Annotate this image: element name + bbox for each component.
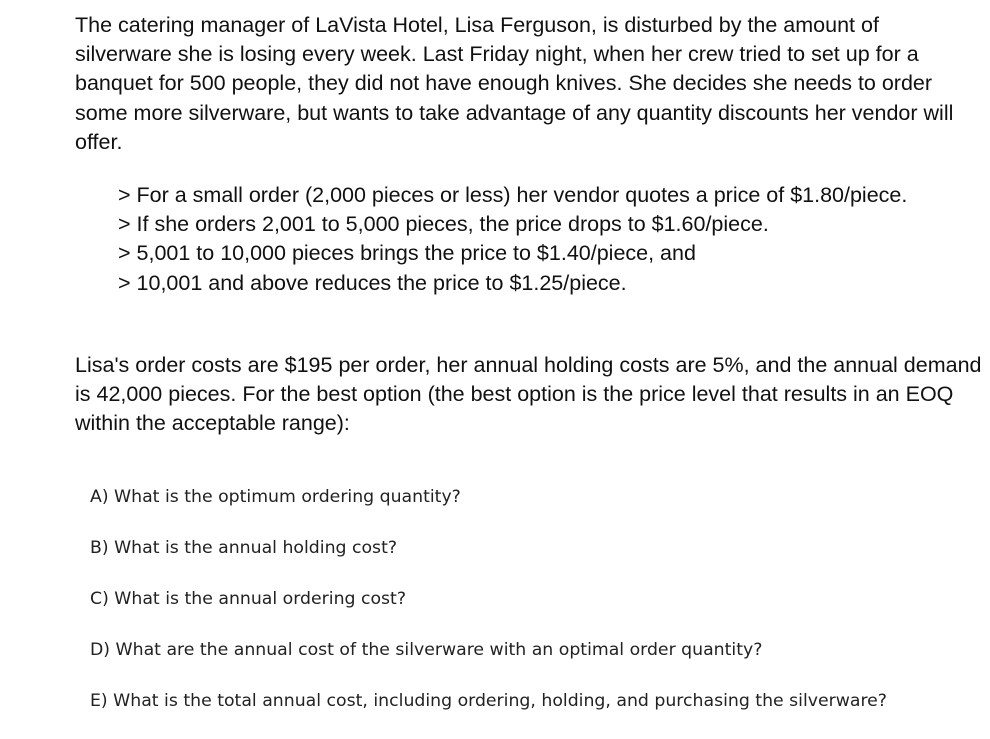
question-d: D) What are the annual cost of the silverware with an optimal order quantity? bbox=[90, 640, 763, 660]
price-break-item: > 5,001 to 10,000 pieces brings the price to $1.40/piece, and bbox=[118, 241, 696, 266]
price-break-item: > If she orders 2,001 to 5,000 pieces, the price drops to $1.60/piece. bbox=[118, 212, 769, 237]
question-e: E) What is the total annual cost, including ordering, holding, and purchasing the silverware? bbox=[90, 691, 887, 711]
price-break-list bbox=[118, 181, 918, 298]
price-break-item: > 10,001 and above reduces the price to $1.25/piece. bbox=[118, 270, 627, 295]
question-c: C) What is the annual ordering cost? bbox=[90, 589, 407, 609]
intro-paragraph: The catering manager of LaVista Hotel, Lisa Ferguson, is disturbed by the amount of silverware she is losing every week. Last Friday night, when her crew tried to set up for a banquet for 500 people, they did not have enough knives. She decides she needs to order some more silverware, but wants to take advantage of any quantity discounts her vendor will offer. bbox=[75, 13, 954, 154]
question-b: B) What is the annual holding cost? bbox=[90, 538, 398, 558]
question-list bbox=[90, 484, 970, 739]
question-a: A) What is the optimum ordering quantity? bbox=[90, 487, 461, 507]
price-break-item: > For a small order (2,000 pieces or less) her vendor quotes a price of $1.80/piece. bbox=[118, 183, 908, 207]
parameters-paragraph: Lisa's order costs are $195 per order, her annual holding costs are 5%, and the annual demand is 42,000 pieces. For the best option (the best option is the price level that results in an EOQ within the acceptable range): bbox=[75, 353, 982, 436]
